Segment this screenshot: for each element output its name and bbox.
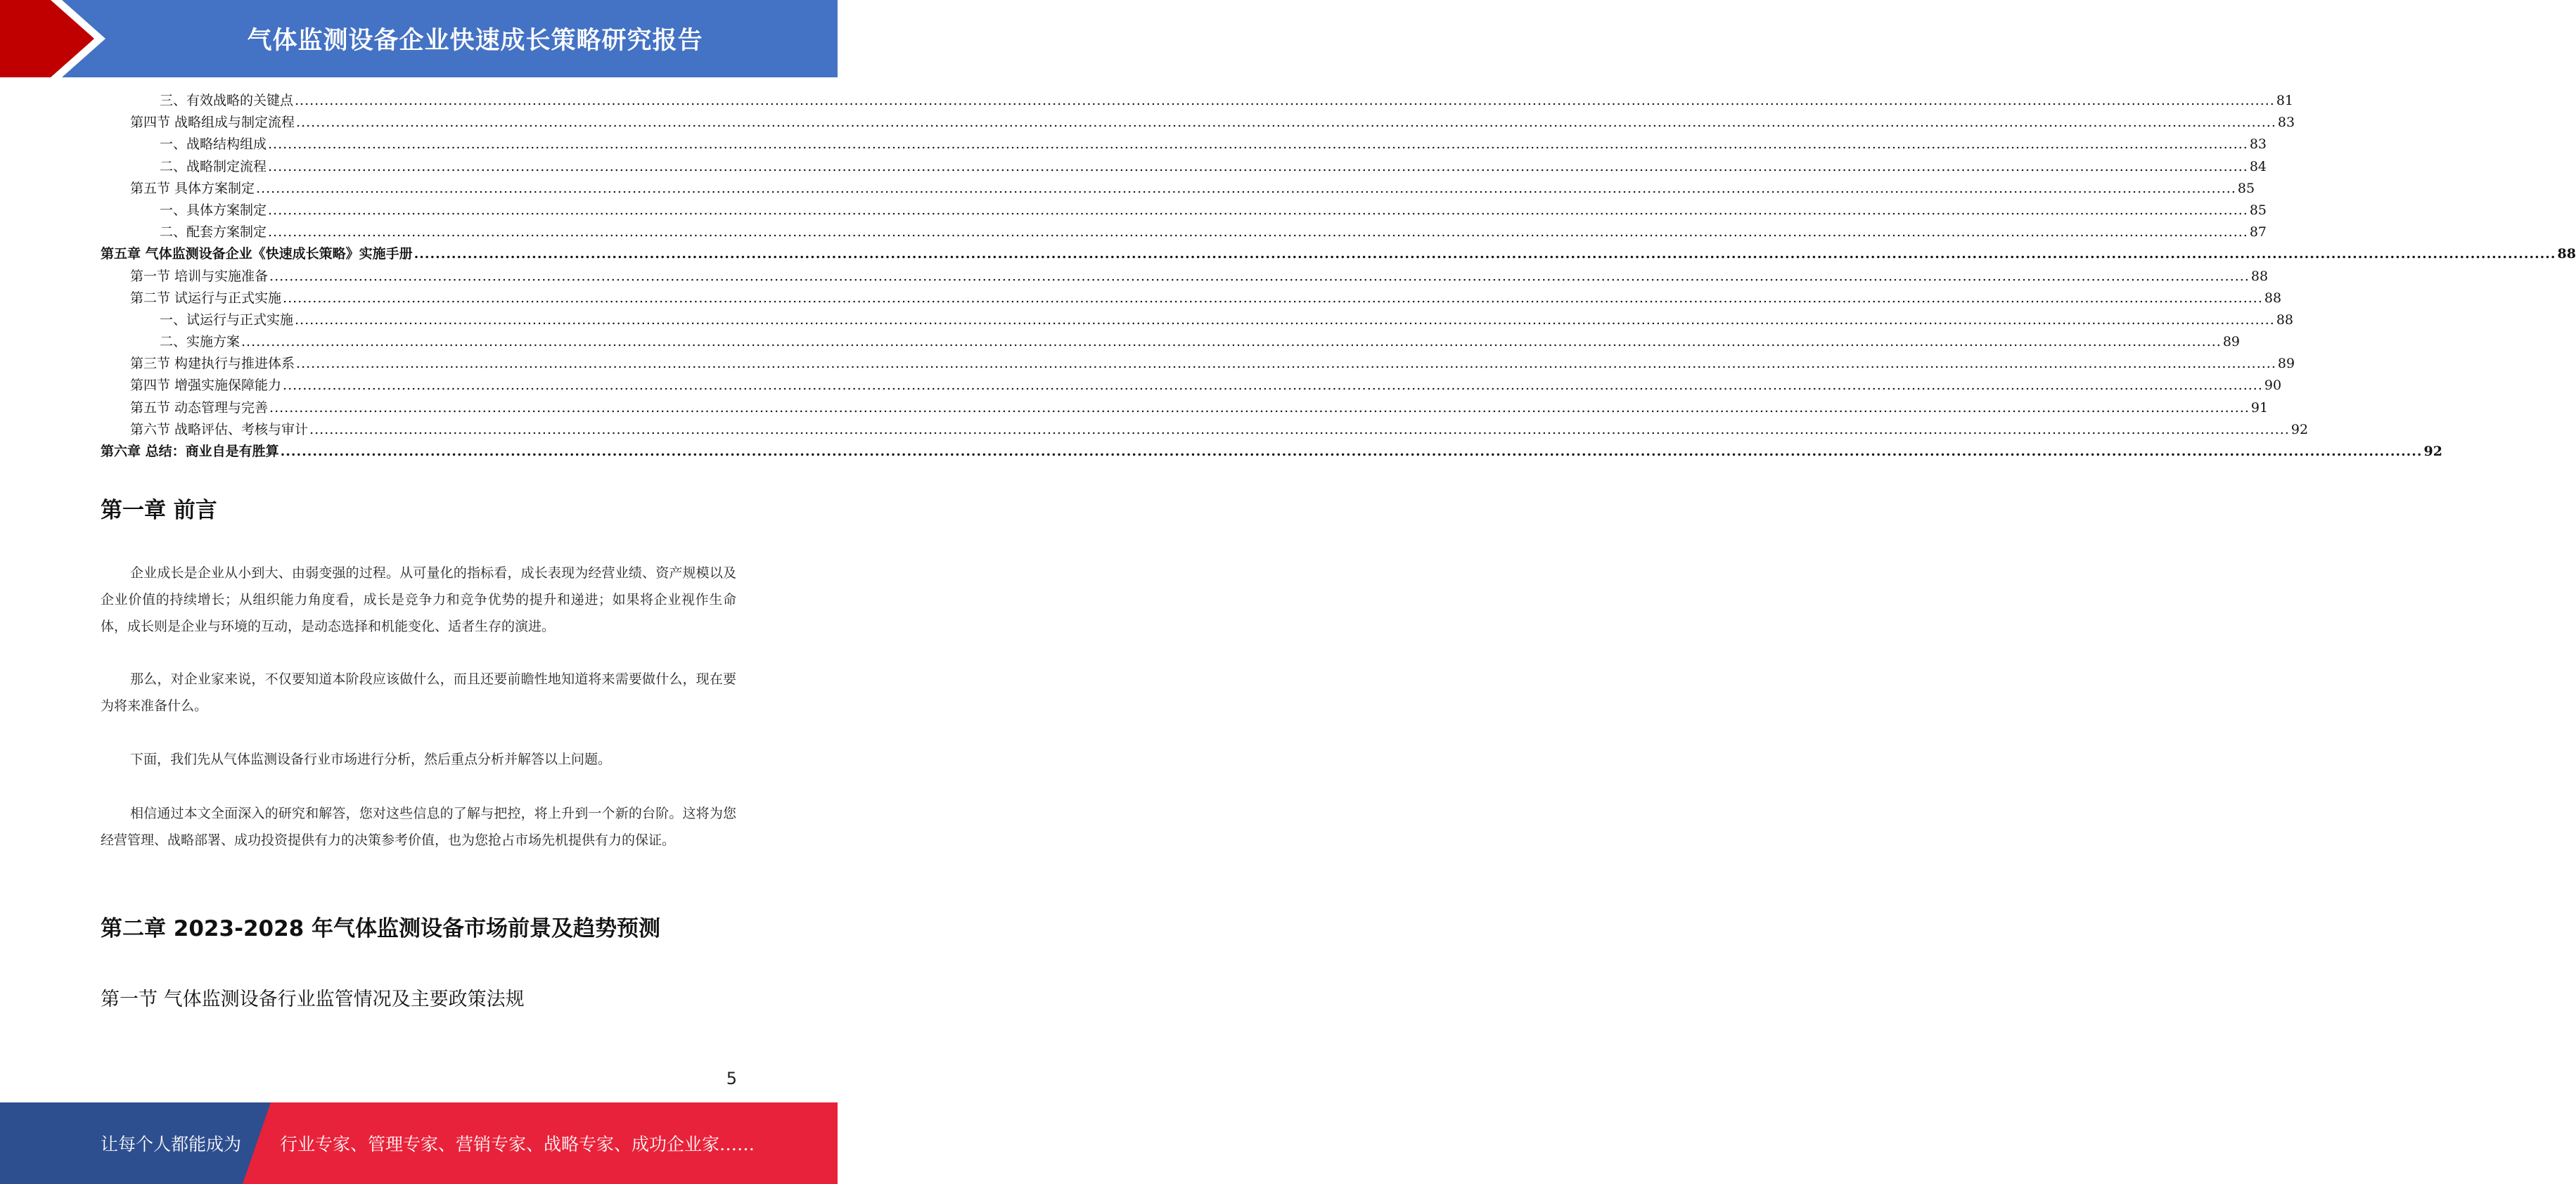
toc-entry[interactable] [101,112,2295,134]
toc-leader-dots: ................................................................................................................................................................................................................................................................................................................................................................................................................ [256,180,2236,196]
chapter-2-heading: 第二章 2023-2028 年气体监测设备市场前景及趋势预测 [101,916,661,941]
toc-entry-page: 84 [2249,158,2267,174]
toc-entry-page: 92 [2290,421,2309,437]
toc-leader-dots: ................................................................................................................................................................................................................................................................................................................................................................................................................ [295,311,2275,328]
toc-entry-page: 91 [2250,399,2269,416]
toc-entry-page: 81 [2276,93,2294,108]
toc-entry[interactable] [101,419,2309,441]
toc-leader-dots: ................................................................................................................................................................................................................................................................................................................................................................................................................ [268,158,2248,174]
toc-entry-page: 89 [2222,334,2241,350]
toc-entry[interactable] [101,288,2282,309]
toc-leader-dots: ................................................................................................................................................................................................................................................................................................................................................................................................................ [283,378,2263,394]
toc-entry-title: 一、试运行与正式实施 [160,311,294,328]
toc-entry-page: 90 [2264,378,2282,394]
report-title: 气体监测设备企业快速成长策略研究报告 [247,27,703,55]
toc-leader-dots: ................................................................................................................................................................................................................................................................................................................................................................................................................ [268,224,2248,240]
toc-entry-page: 88 [2264,290,2282,306]
toc-entry[interactable] [101,90,2294,112]
toc-leader-dots: ................................................................................................................................................................................................................................................................................................................................................................................................................ [296,356,2276,372]
toc-entry-title: 二、战略制定流程 [160,158,267,174]
toc-leader-dots: ................................................................................................................................................................................................................................................................................................................................................................................................................ [268,202,2248,218]
toc-entry[interactable] [101,266,2269,288]
toc-entry-title: 二、配套方案制定 [160,224,267,240]
toc-entry-page: 88 [2250,268,2269,284]
toc-entry-title: 第二节 试运行与正式实施 [130,290,282,306]
toc-entry[interactable] [101,331,2241,353]
table-of-contents [101,90,2576,463]
toc-entry[interactable] [101,441,2442,463]
toc-entry-page: 88 [2557,246,2576,262]
toc-entry-title: 第六节 战略评估、考核与审计 [130,421,309,437]
toc-entry-title: 第六章 总结：商业自是有胜算 [101,444,279,459]
paragraph: 下面，我们先从气体监测设备行业市场进行分析，然后重点分析并解答以上问题。 [130,752,612,767]
toc-entry-title: 第一节 培训与实施准备 [130,268,269,284]
toc-entry-page: 85 [2237,180,2255,196]
toc-entry-page: 87 [2249,224,2267,240]
toc-entry-title: 一、具体方案制定 [160,202,267,218]
toc-leader-dots: ................................................................................................................................................................................................................................................................................................................................................................................................................ [241,334,2222,350]
footer-slogan-right: 行业专家、管理专家、营销专家、战略专家、成功企业家…… [280,1134,755,1154]
paragraph: 那么，对企业家来说，不仅要知道本阶段应该做什么，而且还要前瞻性地知道将来需要做什么，现在要为将来准备什么。 [101,671,736,714]
toc-entry-title: 第五节 动态管理与完善 [130,399,269,416]
paragraph: 企业成长是企业从小到大、由弱变强的过程。从可量化的指标看，成长表现为经营业绩、资产规模以及企业价值的持续增长；从组织能力角度看，成长是竞争力和竞争优势的提升和递进；如果将企业视作生命体，成长则是企业与环境的互动，是动态选择和机能变化、适者生存的演进。 [101,565,736,634]
section-1-heading: 第一节 气体监测设备行业监管情况及主要政策法规 [101,989,525,1010]
toc-entry-title: 第四节 增强实施保障能力 [130,378,282,394]
paragraph: 相信通过本文全面深入的研究和解答，您对这些信息的了解与把控，将上升到一个新的台阶。这将为您经营管理、战略部署、成功投资提供有力的决策参考价值，也为您抢占市场先机提供有力的保证。 [101,806,736,848]
toc-entry-title: 第三节 构建执行与推进体系 [130,356,295,372]
toc-entry[interactable] [101,178,2255,200]
toc-entry-title: 二、实施方案 [160,334,241,350]
toc-entry-title: 第四节 战略组成与制定流程 [130,115,295,131]
toc-entry[interactable] [101,200,2267,221]
toc-entry[interactable] [101,309,2294,331]
toc-leader-dots: ................................................................................................................................................................................................................................................................................................................................................................................................................ [269,399,2250,416]
toc-entry[interactable] [101,353,2295,375]
toc-entry[interactable] [101,375,2282,397]
toc-leader-dots: ................................................................................................................................................................................................................................................................................................................................................................................................................ [283,290,2263,306]
toc-leader-dots: ................................................................................................................................................................................................................................................................................................................................................................................................................ [295,93,2275,108]
toc-entry-page: 89 [2277,356,2295,372]
toc-leader-dots: ................................................................................................................................................................................................................................................................................................................................................................................................................ [269,268,2250,284]
toc-leader-dots: ................................................................................................................................................................................................................................................................................................................................................................................................................ [296,115,2276,131]
toc-entry-title: 第五节 具体方案制定 [130,180,255,196]
toc-entry[interactable] [101,243,2576,265]
toc-entry-page: 83 [2249,136,2267,153]
page-header [0,0,838,77]
toc-entry[interactable] [101,397,2269,419]
toc-entry[interactable] [101,156,2267,178]
toc-entry-page: 85 [2249,202,2267,218]
toc-leader-dots: ................................................................................................................................................................................................................................................................................................................................................................................................................ [309,421,2290,437]
toc-leader-dots: ................................................................................................................................................................................................................................................................................................................................................................................................................ [268,136,2248,153]
toc-leader-dots: ................................................................................................................................................................................................................................................................................................................................................................................................................ [280,444,2423,459]
footer-slogan-left: 让每个人都能成为 [101,1134,242,1154]
toc-entry[interactable] [101,221,2267,243]
chapter-1-heading: 第一章 前言 [101,498,217,523]
toc-leader-dots: ................................................................................................................................................................................................................................................................................................................................................................................................................ [414,246,2556,262]
toc-entry-page: 83 [2277,115,2295,131]
page-number: 5 [726,1069,737,1088]
toc-entry-title: 第五章 气体监测设备企业《快速成长策略》实施手册 [101,246,413,262]
toc-entry-page: 88 [2276,311,2294,328]
toc-entry-page: 92 [2423,444,2442,459]
page-footer [0,1102,838,1184]
toc-entry-title: 一、战略结构组成 [160,136,267,153]
toc-entry[interactable] [101,134,2267,155]
toc-entry-title: 三、有效战略的关键点 [160,93,294,108]
